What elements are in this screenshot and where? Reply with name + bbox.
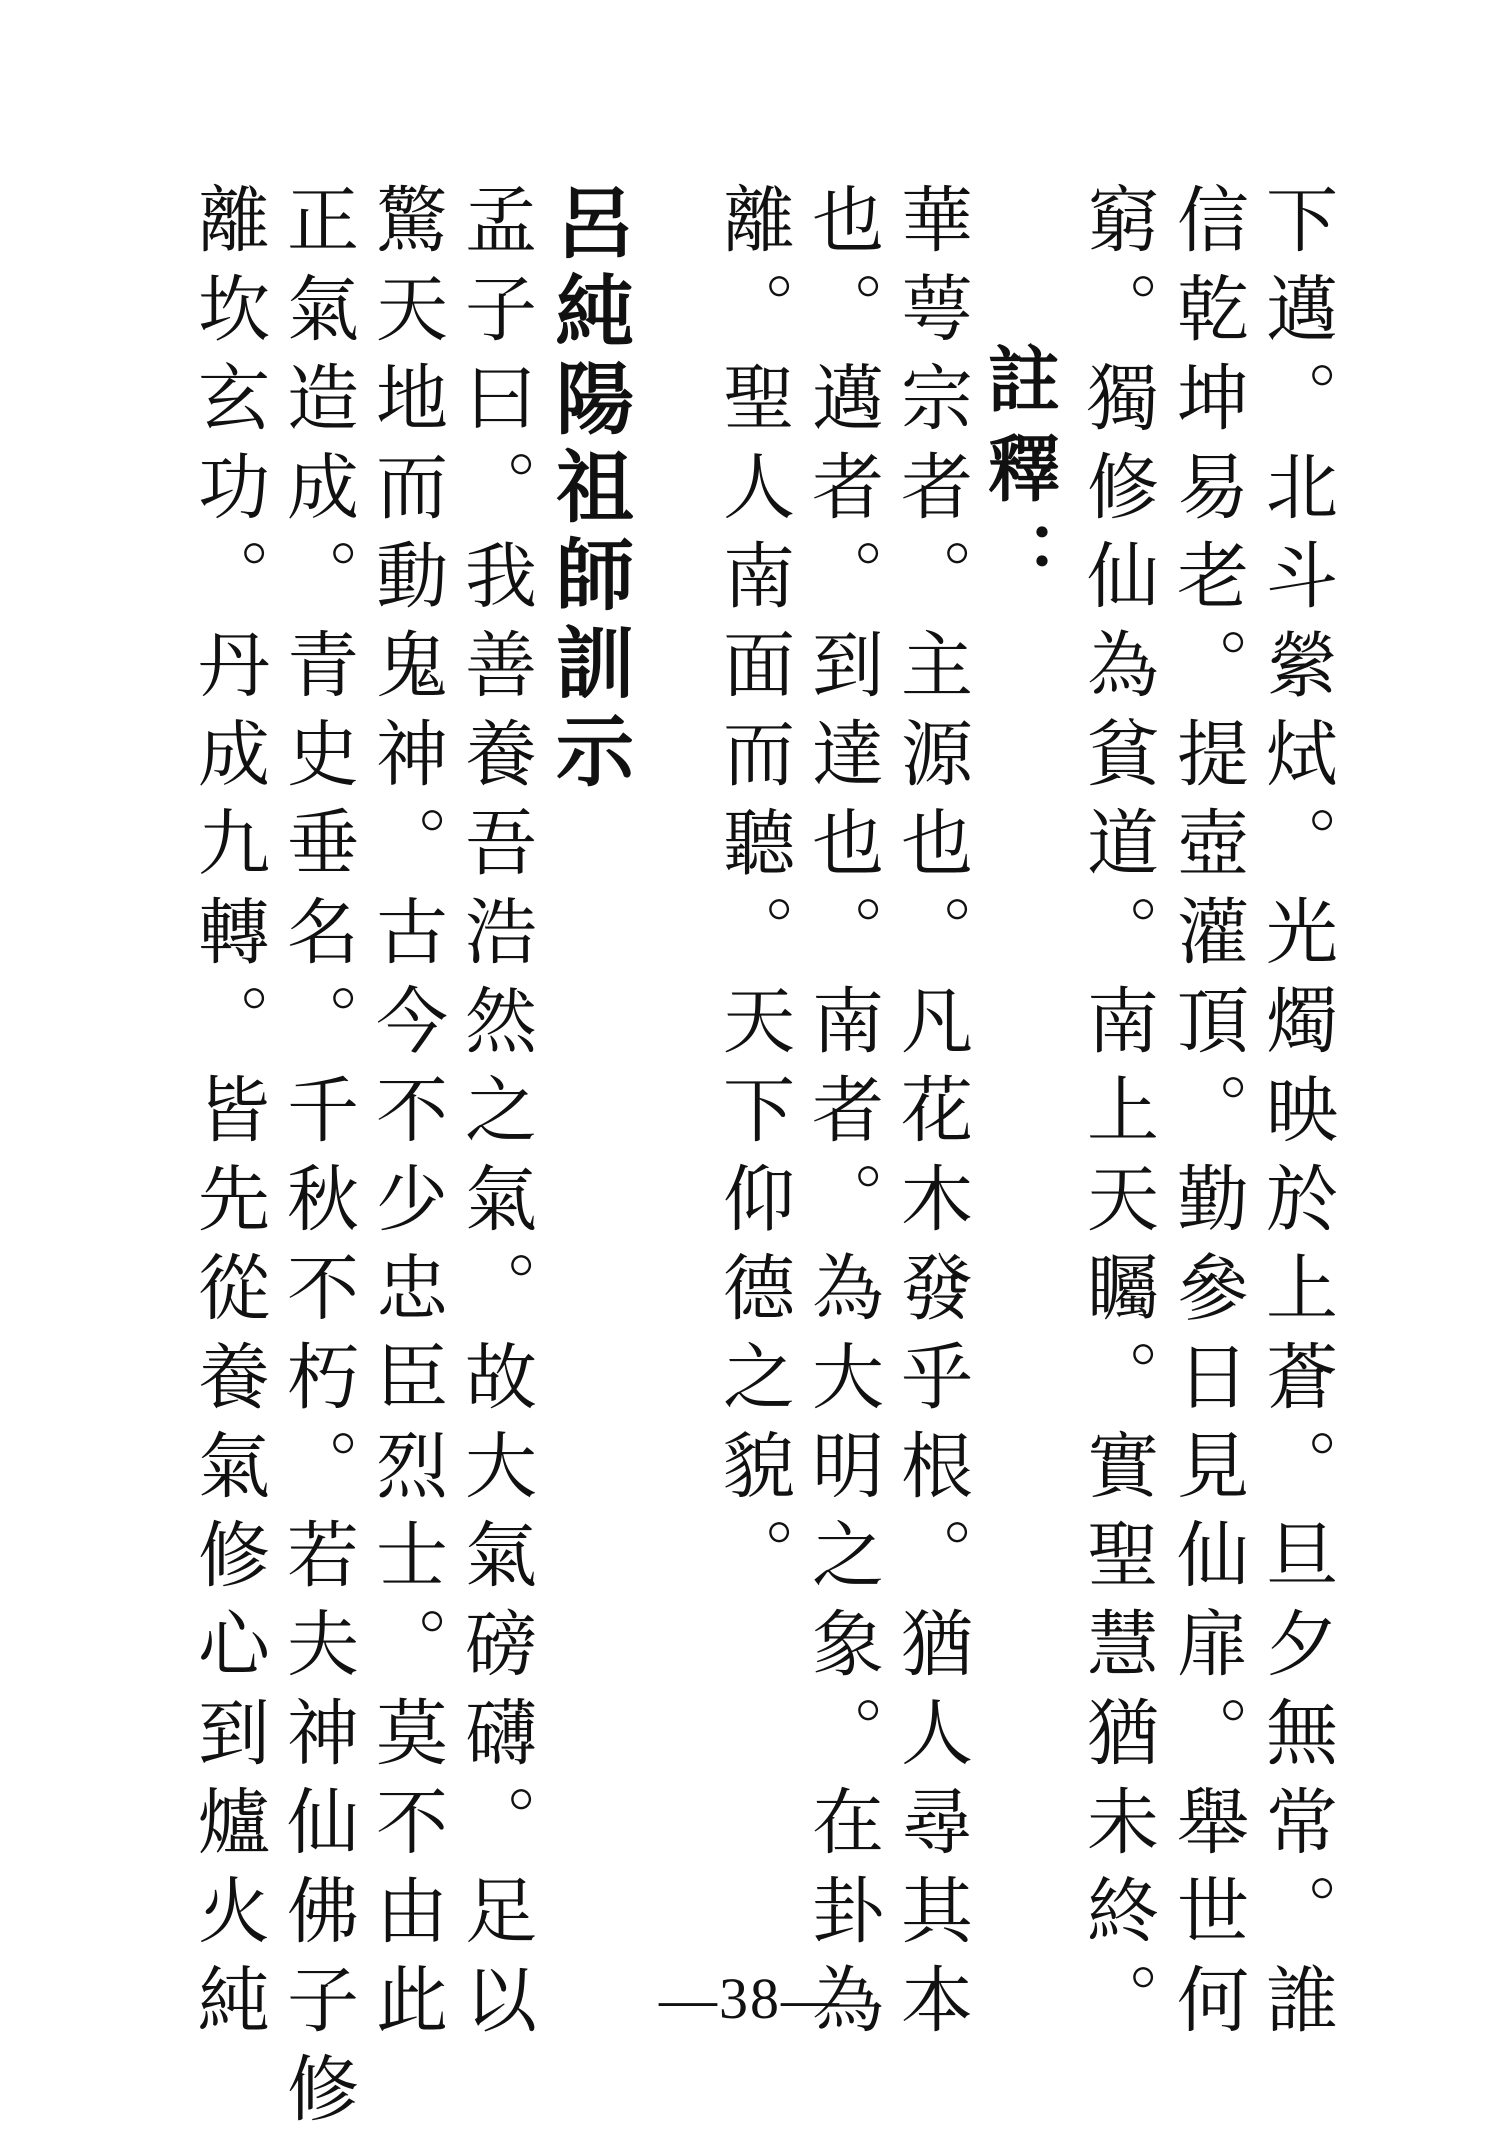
text-column-4: 華萼宗者。主源也。凡花木發乎根。猶人尋其本 [889, 182, 973, 2051]
section-title: 呂純陽祖師訓示 [543, 182, 633, 798]
text-column-10: 離坎玄功。丹成九轉。皆先從養氣修心到爐火純 [186, 182, 270, 2051]
text-column-6: 離。聖人南面而聽。天下仰德之貌。 [711, 182, 795, 1606]
page-number: —38— [659, 1966, 841, 2031]
text-column-7: 孟子曰。我善養吾浩然之氣。故大氣磅礴。足以 [453, 182, 537, 2051]
text-column-2: 信乾坤易老。提壺灌頂。勤參日見仙扉。舉世何 [1165, 182, 1249, 2051]
text-column-1: 下邁。北斗縈烒。光燭映於上蒼。旦夕無常。誰 [1254, 182, 1338, 2051]
text-column-3: 窮。獨修仙為貧道。南上天矚。實聖慧猶未終。 [1075, 182, 1159, 2051]
text-column-5: 也。邁者。到達也。南者。為大明之象。在卦為 [800, 182, 884, 2051]
text-column-8: 驚天地而動鬼神。古今不少忠臣烈士。莫不由此 [364, 182, 448, 2051]
text-column-9: 正氣造成。青史垂名。千秋不朽。若夫神仙佛子修 [275, 182, 359, 2140]
annotation-heading: 註釋： [976, 342, 1060, 609]
